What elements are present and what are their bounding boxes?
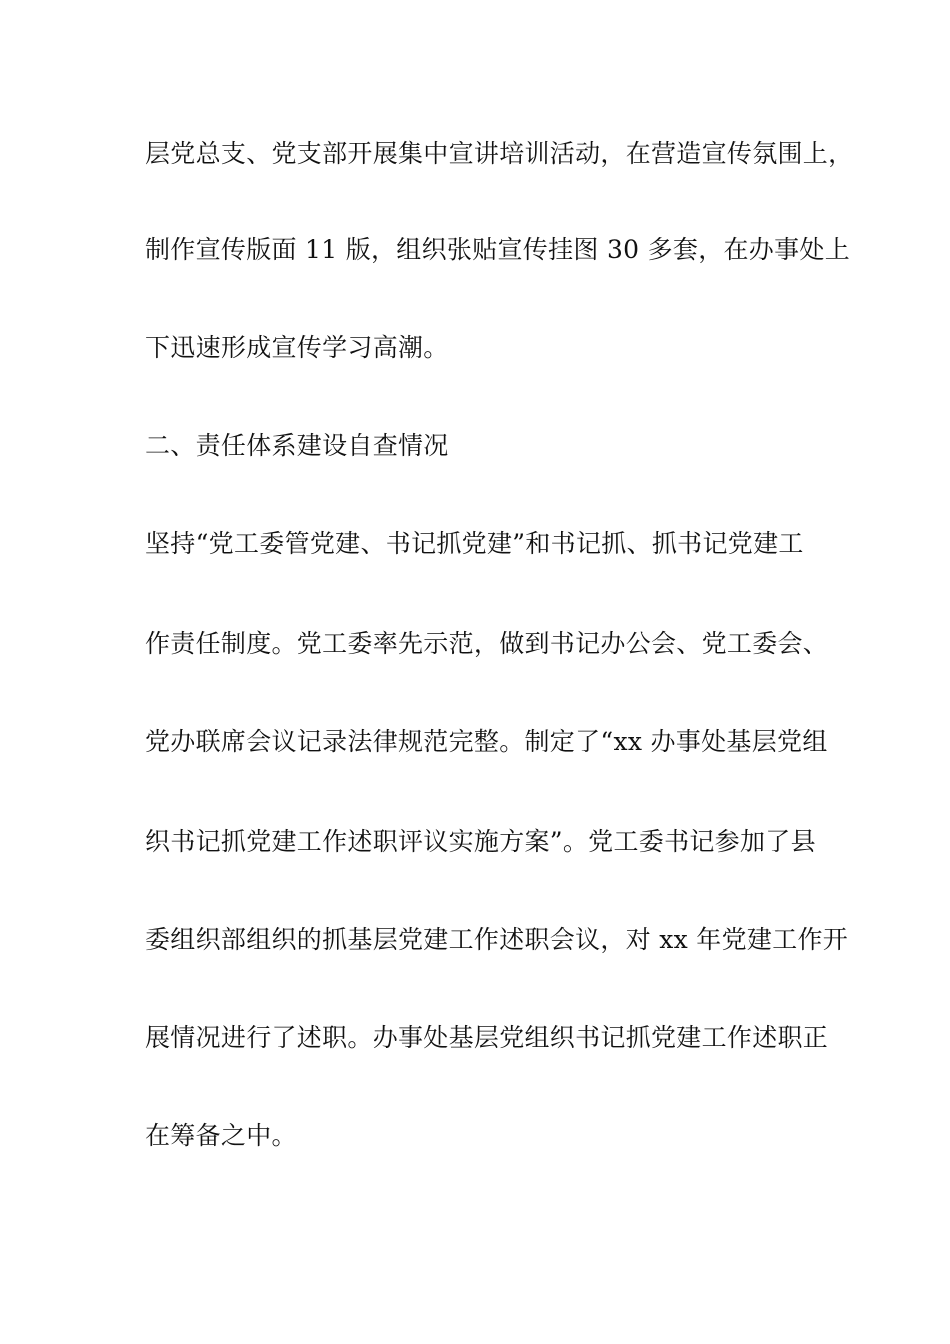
paragraph-2-line-2: 作责任制度。党工委率先示范，做到书记办公会、党工委会、	[145, 629, 829, 658]
paragraph-2-line-3: 党办联席会议记录法律规范完整。制定了“xx 办事处基层党组	[145, 727, 828, 756]
paragraph-1-line-3: 下迅速形成宣传学习高潮。	[145, 333, 449, 362]
paragraph-2-line-4: 织书记抓党建工作述职评议实施方案”。党工委书记参加了县	[145, 827, 816, 856]
paragraph-2-line-6: 展情况进行了述职。办事处基层党组织书记抓党建工作述职正	[145, 1023, 829, 1052]
paragraph-1-line-2: 制作宣传版面 11 版，组织张贴宣传挂图 30 多套，在办事处上	[145, 235, 851, 264]
section-heading: 二、责任体系建设自查情况	[145, 431, 449, 460]
paragraph-1-line-1: 层党总支、党支部开展集中宣讲培训活动，在营造宣传氛围上，	[145, 139, 854, 168]
paragraph-2-line-1: 坚持“党工委管党建、书记抓党建”和书记抓、抓书记党建工	[145, 529, 804, 558]
paragraph-2-line-5: 委组织部组织的抓基层党建工作述职会议，对 xx 年党建工作开	[145, 925, 849, 954]
paragraph-2-line-7: 在筹备之中。	[145, 1121, 297, 1150]
